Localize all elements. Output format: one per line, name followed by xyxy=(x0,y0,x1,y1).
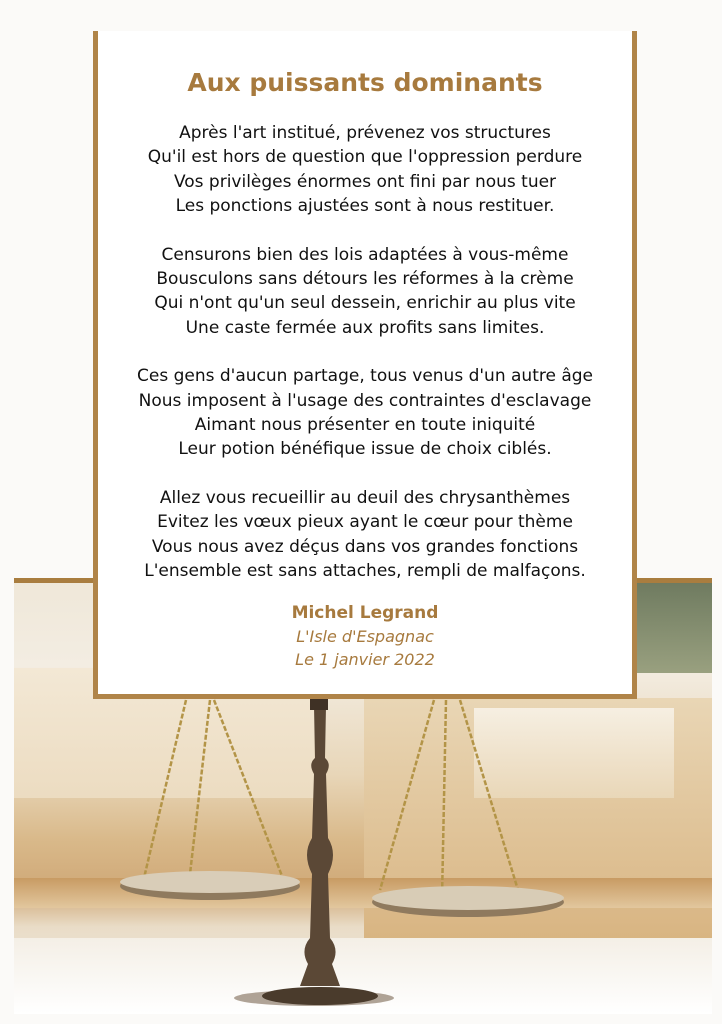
poem-line: Vos privilèges énormes ont fini par nous tuer xyxy=(173,171,557,192)
poem-line: Leur potion bénéfique issue de choix ciblés. xyxy=(178,439,552,460)
poem-line: Nous imposent à l'usage des contraintes d'esclavage xyxy=(138,390,592,411)
poem-line: Bousculons sans détours les réformes à la crème xyxy=(156,269,574,290)
poem-line: Censurons bien des lois adaptées à vous-même xyxy=(161,244,569,265)
author-name: Michel Legrand xyxy=(291,603,439,623)
poem-line: Après l'art institué, prévenez vos structures xyxy=(179,123,551,143)
poem-date: Le 1 janvier 2022 xyxy=(295,650,435,669)
poem-title: Aux puissants dominants xyxy=(187,68,543,97)
stanza xyxy=(98,364,632,462)
poem-body xyxy=(98,121,632,608)
poem-line: L'ensemble est sans attaches, rempli de malfaçons. xyxy=(144,561,586,582)
poem-line: Les ponctions ajustées sont à nous restituer. xyxy=(175,196,555,217)
poem-line: Vous nous avez déçus dans vos grandes fonctions xyxy=(151,536,579,557)
poem-line: Allez vous recueillir au deuil des chrysanthèmes xyxy=(159,487,571,508)
poem-line: Une caste fermée aux profits sans limites. xyxy=(185,317,545,338)
stanza xyxy=(98,486,632,584)
poem-line: Evitez les vœux pieux ayant le cœur pour thème xyxy=(157,512,573,533)
stanza xyxy=(98,121,632,219)
stanza xyxy=(98,243,632,341)
signature-block xyxy=(98,601,632,671)
poem-card xyxy=(93,31,637,699)
poem-line: Qui n'ont qu'un seul dessein, enrichir au plus vite xyxy=(154,293,576,314)
poem-line: Ces gens d'aucun partage, tous venus d'un autre âge xyxy=(136,366,594,387)
poem-line: Aimant nous présenter en toute iniquité xyxy=(194,415,536,436)
place-name: L'Isle d'Espagnac xyxy=(296,627,434,646)
poem-line: Qu'il est hors de question que l'oppression perdure xyxy=(147,147,583,168)
